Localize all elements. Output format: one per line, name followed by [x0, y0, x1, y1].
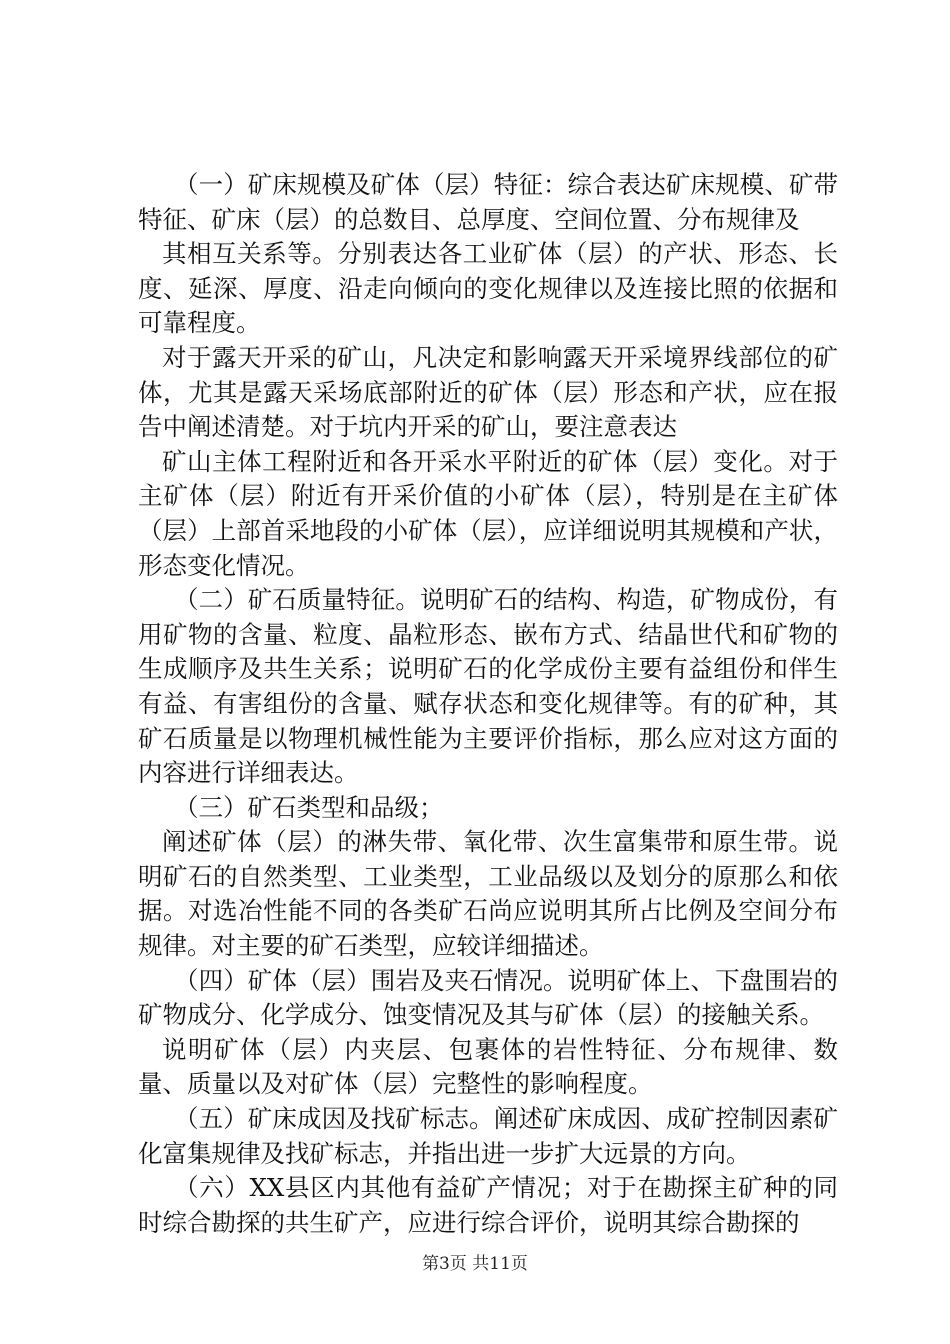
paragraph-ore-body-relations: 其相互关系等。分别表达各工业矿体（层）的产状、形态、长度、延深、厚度、沿走向倾向的变化规律以及连接比照的依据和可靠程度。	[138, 239, 838, 338]
paragraph-genesis: （五）矿床成因及找矿标志。阐述矿床成因、成矿控制因素矿化富集规律及找矿标志，并指出进一步扩大远景的方向。	[138, 1104, 838, 1168]
paragraph-main-engineering: 矿山主体工程附近和各开采水平附近的矿体（层）变化。对于主矿体（层）附近有开采价值的小矿体（层），特别是在主矿体（层）上部首采地段的小矿体（层），应详细说明其规模和产状，形态变化情况。	[138, 446, 838, 580]
paragraph-other-minerals: （六）XX县区内其他有益矿产情况；对于在勘探主矿种的同时综合勘探的共生矿产，应进行综合评价，说明其综合勘探的	[138, 1173, 838, 1237]
paragraph-open-pit-mining: 对于露天开采的矿山，凡决定和影响露天开采境界线部位的矿体，尤其是露天采场底部附近的矿体（层）形态和产状，应在报告中阐述清楚。对于坑内开采的矿山，要注意表达	[138, 342, 838, 442]
paragraph-ore-type-heading: （三）矿石类型和品级；	[174, 792, 444, 822]
paragraph-ore-zones: 阐述矿体（层）的淋失带、氧化带、次生富集带和原生带。说明矿石的自然类型、工业类型，工业品级以及划分的原那么和依据。对选冶性能不同的各类矿石尚应说明其所占比例及空间分布规律。对主要的矿石类型，应较详细描述。	[138, 827, 838, 961]
page-number-footer: 第3页 共11页	[422, 1254, 528, 1274]
document-body	[138, 168, 838, 1240]
paragraph-wall-rock: （四）矿体（层）围岩及夹石情况。说明矿体上、下盘围岩的矿物成分、化学成分、蚀变情况及其与矿体（层）的接触关系。	[138, 965, 838, 1030]
paragraph-ore-deposit-scale: （一）矿床规模及矿体（层）特征：综合表达矿床规模、矿带特征、矿床（层）的总数目、总厚度、空间位置、分布规律及	[138, 170, 838, 234]
paragraph-ore-quality: （二）矿石质量特征。说明矿石的结构、构造，矿物成份，有用矿物的含量、粒度、晶粒形态、嵌布方式、结晶世代和矿物的生成顺序及共生关系；说明矿石的化学成份主要有益组份和伴生有益、有害组份的含量、赋存状态和变化规律等。有的矿种，其矿石质量是以物理机械性能为主要评价指标，那么应对这方面的内容进行详细表达。	[138, 585, 838, 788]
paragraph-interlayer: 说明矿体（层）内夹层、包裹体的岩性特征、分布规律、数量、质量以及对矿体（层）完整性的影响程度。	[138, 1034, 838, 1099]
